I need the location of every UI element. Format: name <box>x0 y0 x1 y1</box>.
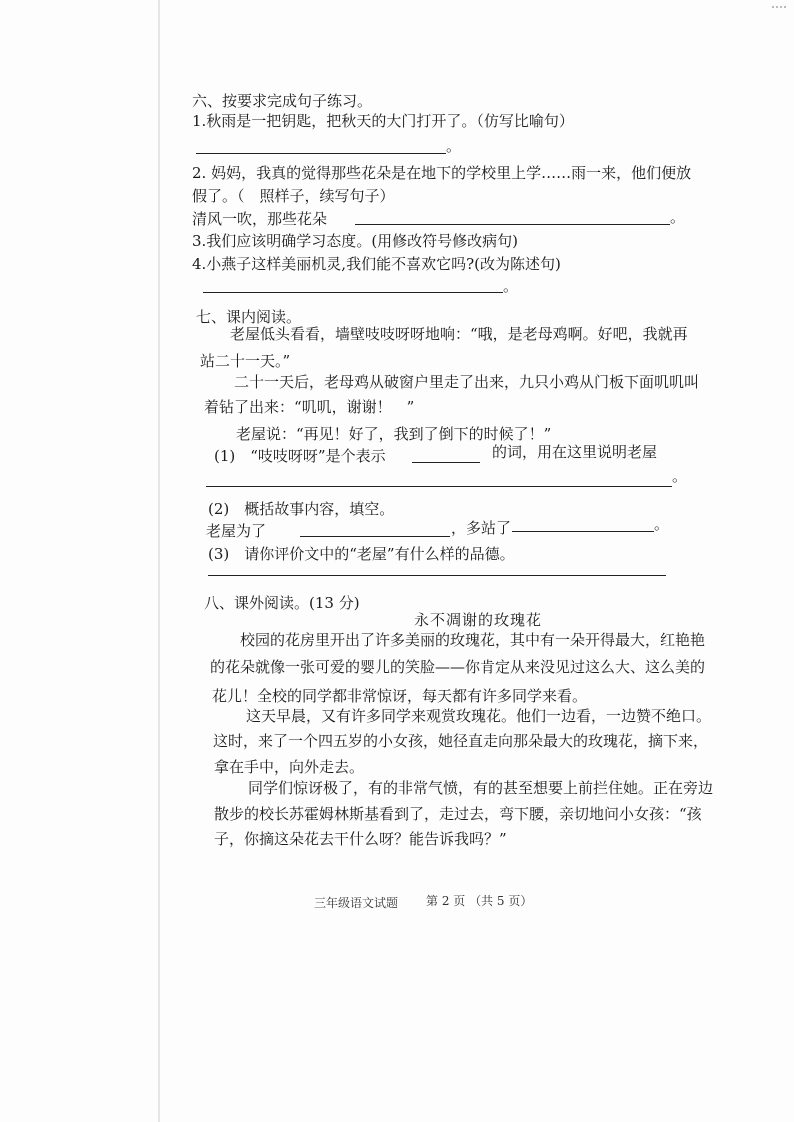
s6-q2-line1: 2. 妈妈，我真的觉得那些花朵是在地下的学校里上学……雨一来，他们便放 <box>192 164 692 182</box>
s6-q1: 1.秋雨是一把钥匙，把秋天的大门打开了。（仿写比喻句） <box>192 112 574 130</box>
s8-para2-line2: 这时，来了一个四五岁的小女孩，她径直走向那朵最大的玫瑰花，摘下来， <box>213 732 709 750</box>
s6-q1-answer-line[interactable] <box>196 153 446 154</box>
s6-q4: 4.小燕子这样美丽机灵,我们能不喜欢它吗?(改为陈述句) <box>192 255 561 273</box>
s6-q4-end: 。 <box>503 277 519 295</box>
footer-page-number: 第 2 页 （共 5 页） <box>426 894 533 908</box>
s7-q1-blank-1[interactable] <box>412 462 480 463</box>
s8-para1-line1: 校园的花房里开出了许多美丽的玫瑰花，其中有一朵开得最大，红艳艳 <box>240 631 706 649</box>
footer-subject: 三年级语文试题 <box>314 896 399 910</box>
section-6-heading: 六、按要求完成句子练习。 <box>192 92 373 110</box>
s7-q2-blank-2[interactable] <box>512 531 654 532</box>
s6-q1-end: 。 <box>446 137 462 155</box>
s8-para2-line1: 这天早晨，又有许多同学来观赏玫瑰花。他们一边看，一边赞不绝口。 <box>246 707 712 725</box>
s7-q2-blank-1[interactable] <box>300 536 450 537</box>
s7-q1-end: 。 <box>672 467 688 485</box>
s6-q3: 3.我们应该明确学习态度。(用修改符号修改病句) <box>192 232 519 250</box>
s7-para1-line2: 站二十一天。” <box>200 352 291 370</box>
s7-para2-line1: 二十一天后，老母鸡从破窗户里走了出来，九只小鸡从门板下面叽叽叫 <box>234 373 700 391</box>
s8-para1-line3: 花儿！全校的同学都非常惊讶，每天都有许多同学来看。 <box>212 687 588 705</box>
scan-edge <box>158 0 160 1122</box>
s7-q2: (2) 概括故事内容，填空。 <box>208 500 395 518</box>
s7-q2-part-a: 老屋为了 <box>206 522 267 540</box>
s7-q2-end: 。 <box>654 515 670 533</box>
s7-q2-part-b: ，多站了 <box>451 519 512 537</box>
s8-para1-line2: 的花朵就像一张可爱的婴儿的笑脸——你肯定从来没见过这么大、这么美的 <box>210 658 706 676</box>
s8-para3-line1: 同学们惊讶极了，有的非常气愤，有的甚至想要上前拦住她。正在旁边 <box>248 779 714 797</box>
s7-q3: (3) 请你评价文中的“老屋”有什么样的品德。 <box>208 545 515 563</box>
s7-para2-line2: 着钻了出来：“叽叽，谢谢！ ” <box>204 398 415 416</box>
s6-q2-line2: 假了。（ 照样子，续写句子） <box>192 187 395 205</box>
s7-q1-part-b: 的词，用在这里说明老屋 <box>492 443 658 461</box>
section-7-heading: 七、课内阅读。 <box>196 308 302 326</box>
s7-para3: 老屋说：“再见！好了，我到了倒下的时候了！” <box>236 425 552 443</box>
scan-mark <box>772 6 786 18</box>
s6-q2-end: 。 <box>670 208 686 226</box>
s8-para3-line3: 子，你摘这朵花去干什么呀？能告诉我吗？” <box>214 830 507 848</box>
s7-q1-part-a: (1) “吱吱呀呀”是个表示 <box>214 447 386 465</box>
s6-q2-prefix: 清风一吹，那些花朵 <box>192 210 328 228</box>
passage-title: 永不凋谢的玫瑰花 <box>414 611 543 629</box>
s7-q3-answer-line[interactable] <box>208 575 666 576</box>
s7-q1-answer-line[interactable] <box>206 486 672 487</box>
s8-para2-line3: 拿在手中，向外走去。 <box>214 758 365 776</box>
section-8-heading: 八、课外阅读。(13 分) <box>204 594 360 612</box>
s8-para3-line2: 散步的校长苏霍姆林斯基看到了，走过去，弯下腰，亲切地问小女孩：“孩 <box>214 805 702 823</box>
s6-q4-answer-line[interactable] <box>203 292 503 293</box>
s7-para1-line1: 老屋低头看看，墙壁吱吱呀呀地响：“哦，是老母鸡啊。好吧，我就再 <box>230 325 688 343</box>
s6-q2-answer-line[interactable] <box>355 224 670 225</box>
